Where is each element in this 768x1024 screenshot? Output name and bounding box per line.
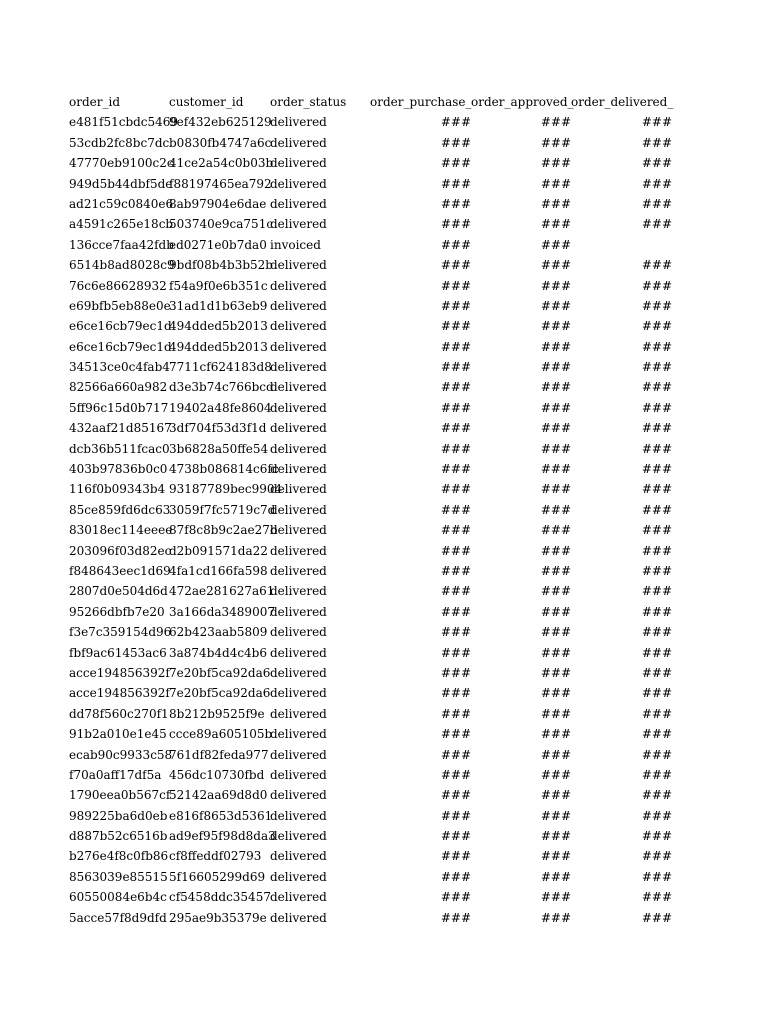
cell-order-delivered: ### — [641, 747, 672, 762]
cell-order-purchase: ### — [440, 217, 471, 232]
cell-order-id: f3e7c359154d96 — [69, 625, 172, 640]
cell-order-delivered: ### — [641, 604, 672, 619]
cell-order-id: a4591c265e18cb — [69, 217, 174, 232]
cell-order-delivered: ### — [641, 339, 672, 354]
table-row — [69, 398, 673, 418]
table-row — [69, 806, 673, 826]
cell-order-approved: ### — [540, 686, 571, 701]
cell-customer-id: 8b212b9525f9e — [169, 706, 265, 721]
cell-order-status: delivered — [270, 829, 327, 844]
cell-customer-id: d2b091571da22 — [169, 543, 268, 558]
cell-order-delivered: ### — [641, 584, 672, 599]
cell-order-approved: ### — [540, 421, 571, 436]
table-row — [69, 826, 673, 846]
cell-order-id: dd78f560c270f1 — [69, 706, 169, 721]
cell-order-status: delivered — [270, 808, 327, 823]
cell-order-approved: ### — [540, 462, 571, 477]
header-order-status: order_status — [270, 95, 347, 109]
cell-order-purchase: ### — [440, 196, 471, 211]
table-row — [69, 377, 673, 397]
cell-order-delivered: ### — [641, 135, 672, 150]
cell-customer-id: 4738b086814c6fc — [169, 462, 279, 477]
cell-order-purchase: ### — [440, 360, 471, 375]
cell-order-status: delivered — [270, 441, 327, 456]
cell-order-purchase: ### — [440, 788, 471, 803]
cell-customer-id: 7e20bf5ca92da6 — [169, 665, 271, 680]
cell-order-approved: ### — [540, 156, 571, 171]
cell-order-approved: ### — [540, 727, 571, 742]
cell-order-delivered: ### — [641, 706, 672, 721]
cell-order-id: 136cce7faa42fdb — [69, 237, 174, 252]
cell-order-approved: ### — [540, 298, 571, 313]
cell-order-purchase: ### — [440, 625, 471, 640]
cell-order-purchase: ### — [440, 584, 471, 599]
cell-order-approved: ### — [540, 849, 571, 864]
cell-order-id: d887b52c6516b — [69, 829, 168, 844]
header-order-id: order_id — [69, 95, 120, 109]
cell-order-approved: ### — [540, 829, 571, 844]
cell-order-approved: ### — [540, 910, 571, 925]
cell-order-status: delivered — [270, 849, 327, 864]
cell-order-approved: ### — [540, 176, 571, 191]
cell-order-id: b276e4f8c0fb86 — [69, 849, 169, 864]
table-row — [69, 724, 673, 744]
table-row — [69, 602, 673, 622]
cell-customer-id: 3a166da3489007 — [169, 604, 275, 619]
cell-order-approved: ### — [540, 339, 571, 354]
cell-order-id: 85ce859fd6dc63 — [69, 502, 171, 517]
cell-customer-id: 3a874b4d4c4b6 — [169, 645, 267, 660]
cell-order-purchase: ### — [440, 115, 471, 130]
cell-order-delivered: ### — [641, 788, 672, 803]
cell-customer-id: 503740e9ca751c — [169, 217, 274, 232]
cell-customer-id: 456dc10730fbd — [169, 767, 265, 782]
cell-order-delivered: ### — [641, 645, 672, 660]
table-row — [69, 112, 673, 132]
table-row — [69, 439, 673, 459]
cell-order-status: delivered — [270, 686, 327, 701]
cell-customer-id: 4fa1cd166fa598 — [169, 563, 268, 578]
cell-order-status: delivered — [270, 788, 327, 803]
cell-order-purchase: ### — [440, 523, 471, 538]
cell-order-delivered: ### — [641, 665, 672, 680]
cell-order-purchase: ### — [440, 910, 471, 925]
cell-order-status: delivered — [270, 584, 327, 599]
header-order-purchase: order_purchase_ — [370, 95, 472, 109]
cell-order-approved: ### — [540, 645, 571, 660]
cell-order-delivered: ### — [641, 910, 672, 925]
cell-order-delivered: ### — [641, 421, 672, 436]
cell-order-purchase: ### — [440, 298, 471, 313]
cell-order-purchase: ### — [440, 604, 471, 619]
table-row — [69, 418, 673, 438]
cell-order-id: e481f51cbdc5469 — [69, 115, 179, 130]
cell-order-purchase: ### — [440, 829, 471, 844]
cell-order-delivered: ### — [641, 400, 672, 415]
cell-order-status: delivered — [270, 115, 327, 130]
cell-order-approved: ### — [540, 890, 571, 905]
cell-order-status: delivered — [270, 278, 327, 293]
table-row — [69, 765, 673, 785]
table-row — [69, 663, 673, 683]
cell-customer-id: 8ab97904e6dae — [169, 196, 267, 211]
cell-order-purchase: ### — [440, 400, 471, 415]
cell-customer-id: 62b423aab5809 — [169, 625, 268, 640]
cell-order-id: ad21c59c0840e6 — [69, 196, 174, 211]
cell-order-id: 53cdb2fc8bc7dc — [69, 135, 170, 150]
table-row — [69, 745, 673, 765]
cell-order-purchase: ### — [440, 706, 471, 721]
table-row — [69, 357, 673, 377]
cell-order-approved: ### — [540, 563, 571, 578]
cell-order-purchase: ### — [440, 319, 471, 334]
cell-order-id: 5acce57f8d9dfd — [69, 910, 167, 925]
cell-order-approved: ### — [540, 196, 571, 211]
cell-order-status: delivered — [270, 706, 327, 721]
table-row — [69, 153, 673, 173]
table-row — [69, 296, 673, 316]
cell-order-purchase: ### — [440, 727, 471, 742]
cell-customer-id: f88197465ea792 — [169, 176, 272, 191]
table-row — [69, 133, 673, 153]
cell-order-delivered: ### — [641, 441, 672, 456]
cell-order-approved: ### — [540, 217, 571, 232]
cell-order-purchase: ### — [440, 258, 471, 273]
table-row — [69, 337, 673, 357]
cell-order-id: 2807d0e504d6d — [69, 584, 168, 599]
cell-order-approved: ### — [540, 482, 571, 497]
cell-order-delivered: ### — [641, 543, 672, 558]
cell-customer-id: ccce89a605105b — [169, 727, 273, 742]
cell-order-delivered: ### — [641, 890, 672, 905]
cell-order-purchase: ### — [440, 686, 471, 701]
cell-order-id: 432aaf21d85167 — [69, 421, 172, 436]
cell-order-approved: ### — [540, 543, 571, 558]
cell-customer-id: 472ae281627a61 — [169, 584, 275, 599]
cell-order-status: delivered — [270, 135, 327, 150]
cell-order-status: invoiced — [270, 237, 321, 252]
cell-order-delivered: ### — [641, 380, 672, 395]
cell-order-delivered: ### — [641, 849, 672, 864]
table-row — [69, 276, 673, 296]
cell-order-delivered: ### — [641, 217, 672, 232]
header-customer-id: customer_id — [169, 95, 244, 109]
cell-order-status: delivered — [270, 727, 327, 742]
table-row — [69, 214, 673, 234]
cell-customer-id: 494dded5b2013 — [169, 339, 268, 354]
cell-customer-id: 7711cf624183d8 — [169, 360, 272, 375]
cell-order-approved: ### — [540, 400, 571, 415]
cell-order-delivered: ### — [641, 767, 672, 782]
cell-order-purchase: ### — [440, 462, 471, 477]
cell-order-purchase: ### — [440, 482, 471, 497]
cell-order-purchase: ### — [440, 156, 471, 171]
cell-order-approved: ### — [540, 115, 571, 130]
cell-customer-id: 9ef432eb625129 — [169, 115, 272, 130]
cell-order-purchase: ### — [440, 808, 471, 823]
table-row — [69, 541, 673, 561]
cell-order-purchase: ### — [440, 502, 471, 517]
cell-order-purchase: ### — [440, 339, 471, 354]
cell-order-approved: ### — [540, 788, 571, 803]
cell-order-delivered: ### — [641, 258, 672, 273]
cell-order-status: delivered — [270, 462, 327, 477]
cell-order-purchase: ### — [440, 380, 471, 395]
cell-order-purchase: ### — [440, 665, 471, 680]
cell-customer-id: f54a9f0e6b351c — [169, 278, 268, 293]
table-row — [69, 622, 673, 642]
cell-order-delivered: ### — [641, 278, 672, 293]
cell-order-delivered: ### — [641, 563, 672, 578]
cell-order-delivered: ### — [641, 869, 672, 884]
cell-order-id: 82566a660a982 — [69, 380, 168, 395]
cell-order-delivered: ### — [641, 115, 672, 130]
cell-order-status: delivered — [270, 543, 327, 558]
cell-order-id: e69bfb5eb88e0e — [69, 298, 171, 313]
cell-order-purchase: ### — [440, 543, 471, 558]
cell-order-status: delivered — [270, 665, 327, 680]
cell-order-delivered: ### — [641, 829, 672, 844]
cell-order-delivered: ### — [641, 523, 672, 538]
cell-order-status: delivered — [270, 176, 327, 191]
cell-customer-id: b0830fb4747a6c — [169, 135, 272, 150]
cell-order-id: 989225ba6d0eb — [69, 808, 168, 823]
cell-order-delivered: ### — [641, 686, 672, 701]
cell-order-approved: ### — [540, 360, 571, 375]
cell-order-delivered: ### — [641, 482, 672, 497]
table-row — [69, 255, 673, 275]
cell-order-delivered: ### — [641, 176, 672, 191]
table-row — [69, 704, 673, 724]
cell-order-status: delivered — [270, 258, 327, 273]
cell-order-id: f70a0aff17df5a — [69, 767, 162, 782]
cell-order-approved: ### — [540, 258, 571, 273]
table-row — [69, 500, 673, 520]
cell-customer-id: e816f8653d5361 — [169, 808, 273, 823]
cell-customer-id: 31ad1d1b63eb9 — [169, 298, 268, 313]
cell-order-purchase: ### — [440, 237, 471, 252]
cell-customer-id: cf5458ddc35457 — [169, 890, 271, 905]
cell-order-purchase: ### — [440, 441, 471, 456]
cell-order-delivered: ### — [641, 298, 672, 313]
cell-order-approved: ### — [540, 319, 571, 334]
cell-order-approved: ### — [540, 135, 571, 150]
cell-order-id: 76c6e86628932 — [69, 278, 167, 293]
cell-customer-id: ed0271e0b7da0 — [169, 237, 267, 252]
cell-customer-id: 494dded5b2013 — [169, 319, 268, 334]
table-row — [69, 908, 673, 928]
table-row — [69, 174, 673, 194]
table-row — [69, 683, 673, 703]
cell-customer-id: 3b6828a50ffe54 — [169, 441, 269, 456]
cell-order-status: delivered — [270, 319, 327, 334]
cell-order-purchase: ### — [440, 645, 471, 660]
cell-order-approved: ### — [540, 625, 571, 640]
cell-order-status: delivered — [270, 523, 327, 538]
cell-order-approved: ### — [540, 584, 571, 599]
table-row — [69, 867, 673, 887]
cell-order-delivered: ### — [641, 360, 672, 375]
cell-order-delivered: ### — [641, 319, 672, 334]
cell-order-purchase: ### — [440, 278, 471, 293]
cell-order-approved: ### — [540, 441, 571, 456]
cell-order-id: 8563039e85515 — [69, 869, 168, 884]
table-row — [69, 235, 673, 255]
table-row — [69, 520, 673, 540]
cell-order-id: ecab90c9933c58 — [69, 747, 173, 762]
cell-order-delivered: ### — [641, 808, 672, 823]
cell-order-id: 949d5b44dbf5de — [69, 176, 173, 191]
cell-order-id: 203096f03d82ec — [69, 543, 172, 558]
table-row — [69, 459, 673, 479]
cell-customer-id: 41ce2a54c0b03b — [169, 156, 274, 171]
spreadsheet-table — [69, 92, 673, 928]
cell-order-status: delivered — [270, 625, 327, 640]
cell-customer-id: 5f16605299d69 — [169, 869, 266, 884]
cell-order-id: acce194856392f — [69, 686, 170, 701]
cell-order-status: delivered — [270, 910, 327, 925]
cell-customer-id: 3059f7fc5719c7d — [169, 502, 276, 517]
cell-order-approved: ### — [540, 237, 571, 252]
cell-order-id: e6ce16cb79ec1d — [69, 339, 172, 354]
table-row — [69, 479, 673, 499]
cell-customer-id: 3df704f53d3f1d — [169, 421, 267, 436]
table-row — [69, 643, 673, 663]
cell-order-purchase: ### — [440, 849, 471, 864]
cell-order-id: 5ff96c15d0b717 — [69, 400, 169, 415]
cell-order-status: delivered — [270, 563, 327, 578]
cell-order-delivered — [571, 235, 672, 255]
cell-order-status: delivered — [270, 421, 327, 436]
cell-order-id: dcb36b511fcac0 — [69, 441, 170, 456]
cell-order-approved: ### — [540, 278, 571, 293]
cell-order-status: delivered — [270, 400, 327, 415]
cell-order-approved: ### — [540, 523, 571, 538]
cell-order-delivered: ### — [641, 196, 672, 211]
cell-customer-id: 52142aa69d8d0 — [169, 788, 268, 803]
cell-order-status: delivered — [270, 767, 327, 782]
cell-order-approved: ### — [540, 502, 571, 517]
table-row — [69, 561, 673, 581]
cell-order-id: 6514b8ad8028c9 — [69, 258, 175, 273]
cell-customer-id: 93187789bec9904 — [169, 482, 283, 497]
cell-order-id: 60550084e6b4c — [69, 890, 167, 905]
cell-customer-id: cf8ffeddf02793 — [169, 849, 262, 864]
cell-order-status: delivered — [270, 482, 327, 497]
cell-order-approved: ### — [540, 869, 571, 884]
cell-order-status: delivered — [270, 380, 327, 395]
cell-order-status: delivered — [270, 747, 327, 762]
cell-order-approved: ### — [540, 380, 571, 395]
cell-order-id: e6ce16cb79ec1d — [69, 319, 172, 334]
header-order-delivered: order_delivered_ — [571, 95, 674, 109]
cell-order-id: f848643eec1d69 — [69, 563, 171, 578]
header-order-approved: order_approved_ — [471, 95, 574, 109]
cell-order-status: delivered — [270, 645, 327, 660]
cell-order-purchase: ### — [440, 421, 471, 436]
table-row — [69, 581, 673, 601]
cell-order-delivered: ### — [641, 502, 672, 517]
cell-order-id: 91b2a010e1e45 — [69, 727, 167, 742]
cell-order-delivered: ### — [641, 156, 672, 171]
cell-customer-id: 295ae9b35379e — [169, 910, 267, 925]
cell-order-delivered: ### — [641, 462, 672, 477]
cell-order-id: 116f0b09343b4 — [69, 482, 166, 497]
cell-order-id: 1790eea0b567cf — [69, 788, 171, 803]
cell-order-id: 34513ce0c4fab4 — [69, 360, 170, 375]
cell-order-purchase: ### — [440, 747, 471, 762]
table-row — [69, 846, 673, 866]
cell-order-status: delivered — [270, 217, 327, 232]
table-row — [69, 316, 673, 336]
cell-order-delivered: ### — [641, 727, 672, 742]
cell-order-approved: ### — [540, 808, 571, 823]
cell-order-delivered: ### — [641, 625, 672, 640]
cell-customer-id: 87f8c8b9c2ae27b — [169, 523, 278, 538]
cell-order-purchase: ### — [440, 176, 471, 191]
cell-order-status: delivered — [270, 196, 327, 211]
cell-customer-id: 9bdf08b4b3b52b — [169, 258, 273, 273]
cell-order-approved: ### — [540, 706, 571, 721]
cell-order-approved: ### — [540, 604, 571, 619]
table-row — [69, 194, 673, 214]
cell-order-id: acce194856392f — [69, 665, 170, 680]
table-row — [69, 887, 673, 907]
cell-order-status: delivered — [270, 502, 327, 517]
cell-order-id: fbf9ac61453ac6 — [69, 645, 167, 660]
cell-customer-id: d3e3b74c766bcd — [169, 380, 274, 395]
cell-order-id: 83018ec114eeee — [69, 523, 173, 538]
cell-order-purchase: ### — [440, 135, 471, 150]
cell-order-id: 47770eb9100c2c — [69, 156, 174, 171]
cell-customer-id: 761df82feda977 — [169, 747, 269, 762]
cell-customer-id: 7e20bf5ca92da6 — [169, 686, 271, 701]
cell-order-status: delivered — [270, 360, 327, 375]
cell-order-purchase: ### — [440, 767, 471, 782]
cell-order-purchase: ### — [440, 563, 471, 578]
cell-order-status: delivered — [270, 298, 327, 313]
table-row — [69, 785, 673, 805]
cell-order-purchase: ### — [440, 869, 471, 884]
cell-order-approved: ### — [540, 747, 571, 762]
cell-order-status: delivered — [270, 869, 327, 884]
cell-order-status: delivered — [270, 604, 327, 619]
cell-order-approved: ### — [540, 767, 571, 782]
cell-order-status: delivered — [270, 339, 327, 354]
cell-order-purchase: ### — [440, 890, 471, 905]
table-header-row — [69, 92, 673, 112]
cell-order-id: 403b97836b0c0 — [69, 462, 168, 477]
cell-order-approved: ### — [540, 665, 571, 680]
cell-customer-id: 19402a48fe8604 — [169, 400, 272, 415]
cell-order-id: 95266dbfb7e20 — [69, 604, 165, 619]
cell-order-status: delivered — [270, 156, 327, 171]
cell-order-status: delivered — [270, 890, 327, 905]
cell-customer-id: ad9ef95f98d8da3 — [169, 829, 276, 844]
table-body — [69, 112, 673, 928]
